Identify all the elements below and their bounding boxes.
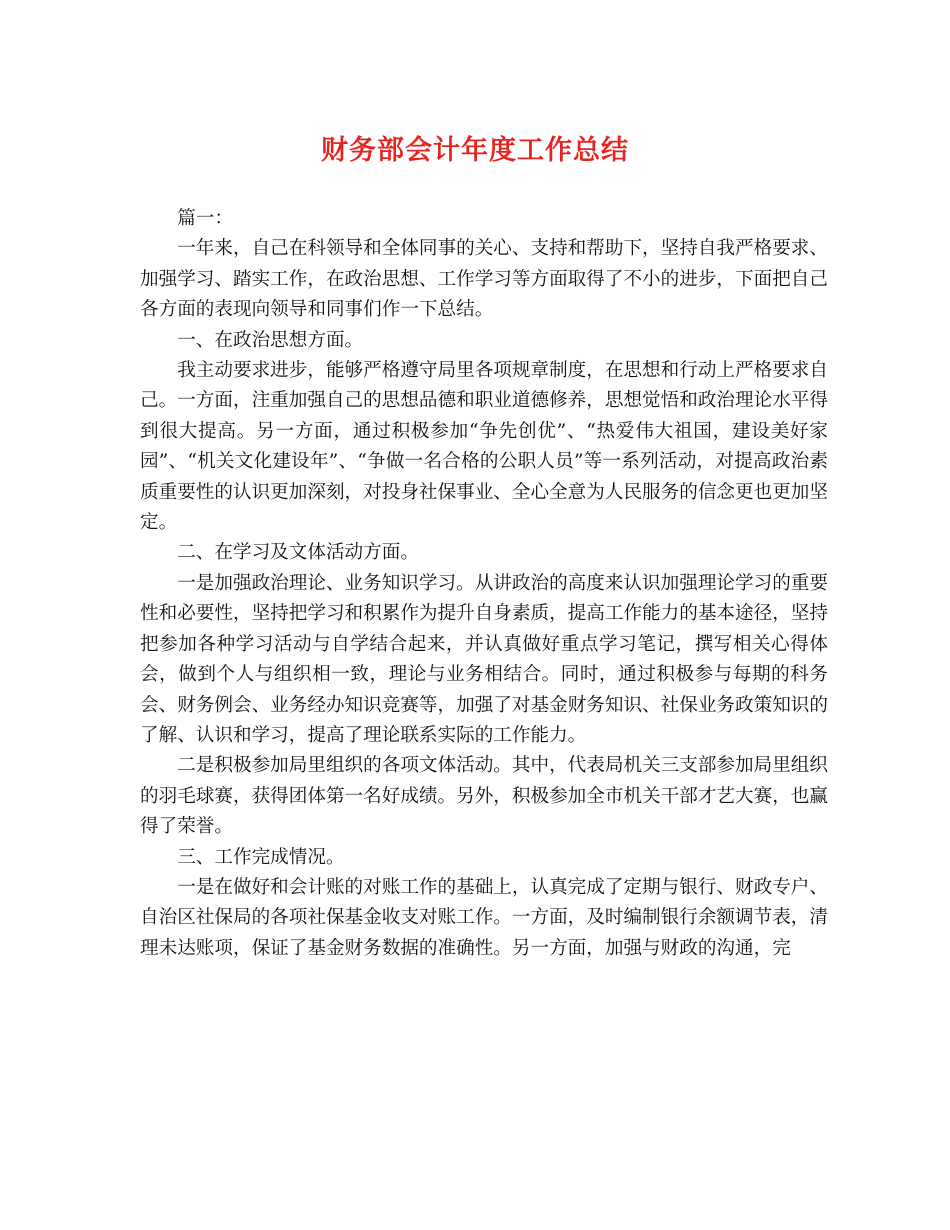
document-body [140,204,828,964]
paragraph-work-completion: 一是在做好和会计账的对账工作的基础上，认真完成了定期与银行、财政专户、自治区社保局的各项社保基金收支对账工作。一方面，及时编制银行余额调节表，清理未达账项，保证了基金财务数据的准确性。另一方面，加强与财政的沟通，完 [140,876,828,959]
paragraph-study: 一是加强政治理论、业务知识学习。从讲政治的高度来认识加强理论学习的重要性和必要性，坚持把学习和积累作为提升自身素质，提高工作能力的基本途径，坚持把参加各种学习活动与自学结合起来，并认真做好重点学习笔记，撰写相关心得体会，做到个人与组织相一致，理论与业务相结合。同时，通过积极参与每期的科务会、财务例会、业务经办知识竞赛等，加强了对基金财务知识、社保业务政策知识的了解、认识和学习，提高了理论联系实际的工作能力。 [140,572,828,746]
paragraph-activities: 二是积极参加局里组织的各项文体活动。其中，代表局机关三支部参加局里组织的羽毛球赛，获得团体第一名好成绩。另外，积极参加全市机关干部才艺大赛，也赢得了荣誉。 [140,755,828,838]
heading-political-thought: 一、在政治思想方面。 [177,329,364,351]
page-title: 财务部会计年度工作总结 [321,135,629,166]
heading-work-completion: 三、工作完成情况。 [177,846,345,868]
heading-study-activities: 二、在学习及文体活动方面。 [177,542,419,564]
paragraph-section-label: 篇一： [177,208,233,229]
paragraph-intro: 一年来，自己在科领导和全体同事的关心、支持和帮助下，坚持自我严格要求、加强学习、踏实工作，在政治思想、工作学习等方面取得了不小的进步，下面把自己各方面的表现向领导和同事们作一下总结。 [140,238,828,321]
paragraph-political-thought: 我主动要求进步，能够严格遵守局里各项规章制度，在思想和行动上严格要求自己。一方面，注重加强自己的思想品德和职业道德修养，思想觉悟和政治理论水平得到很大提高。另一方面，通过积极参加“争先创优”、“热爱伟大祖国，建设美好家园”、“机关文化建设年”、“争做一名合格的公职人员”等一系列活动，对提高政治素质重要性的认识更加深刻，对投身社保事业、全心全意为人民服务的信念更也更加坚定。 [140,360,828,534]
